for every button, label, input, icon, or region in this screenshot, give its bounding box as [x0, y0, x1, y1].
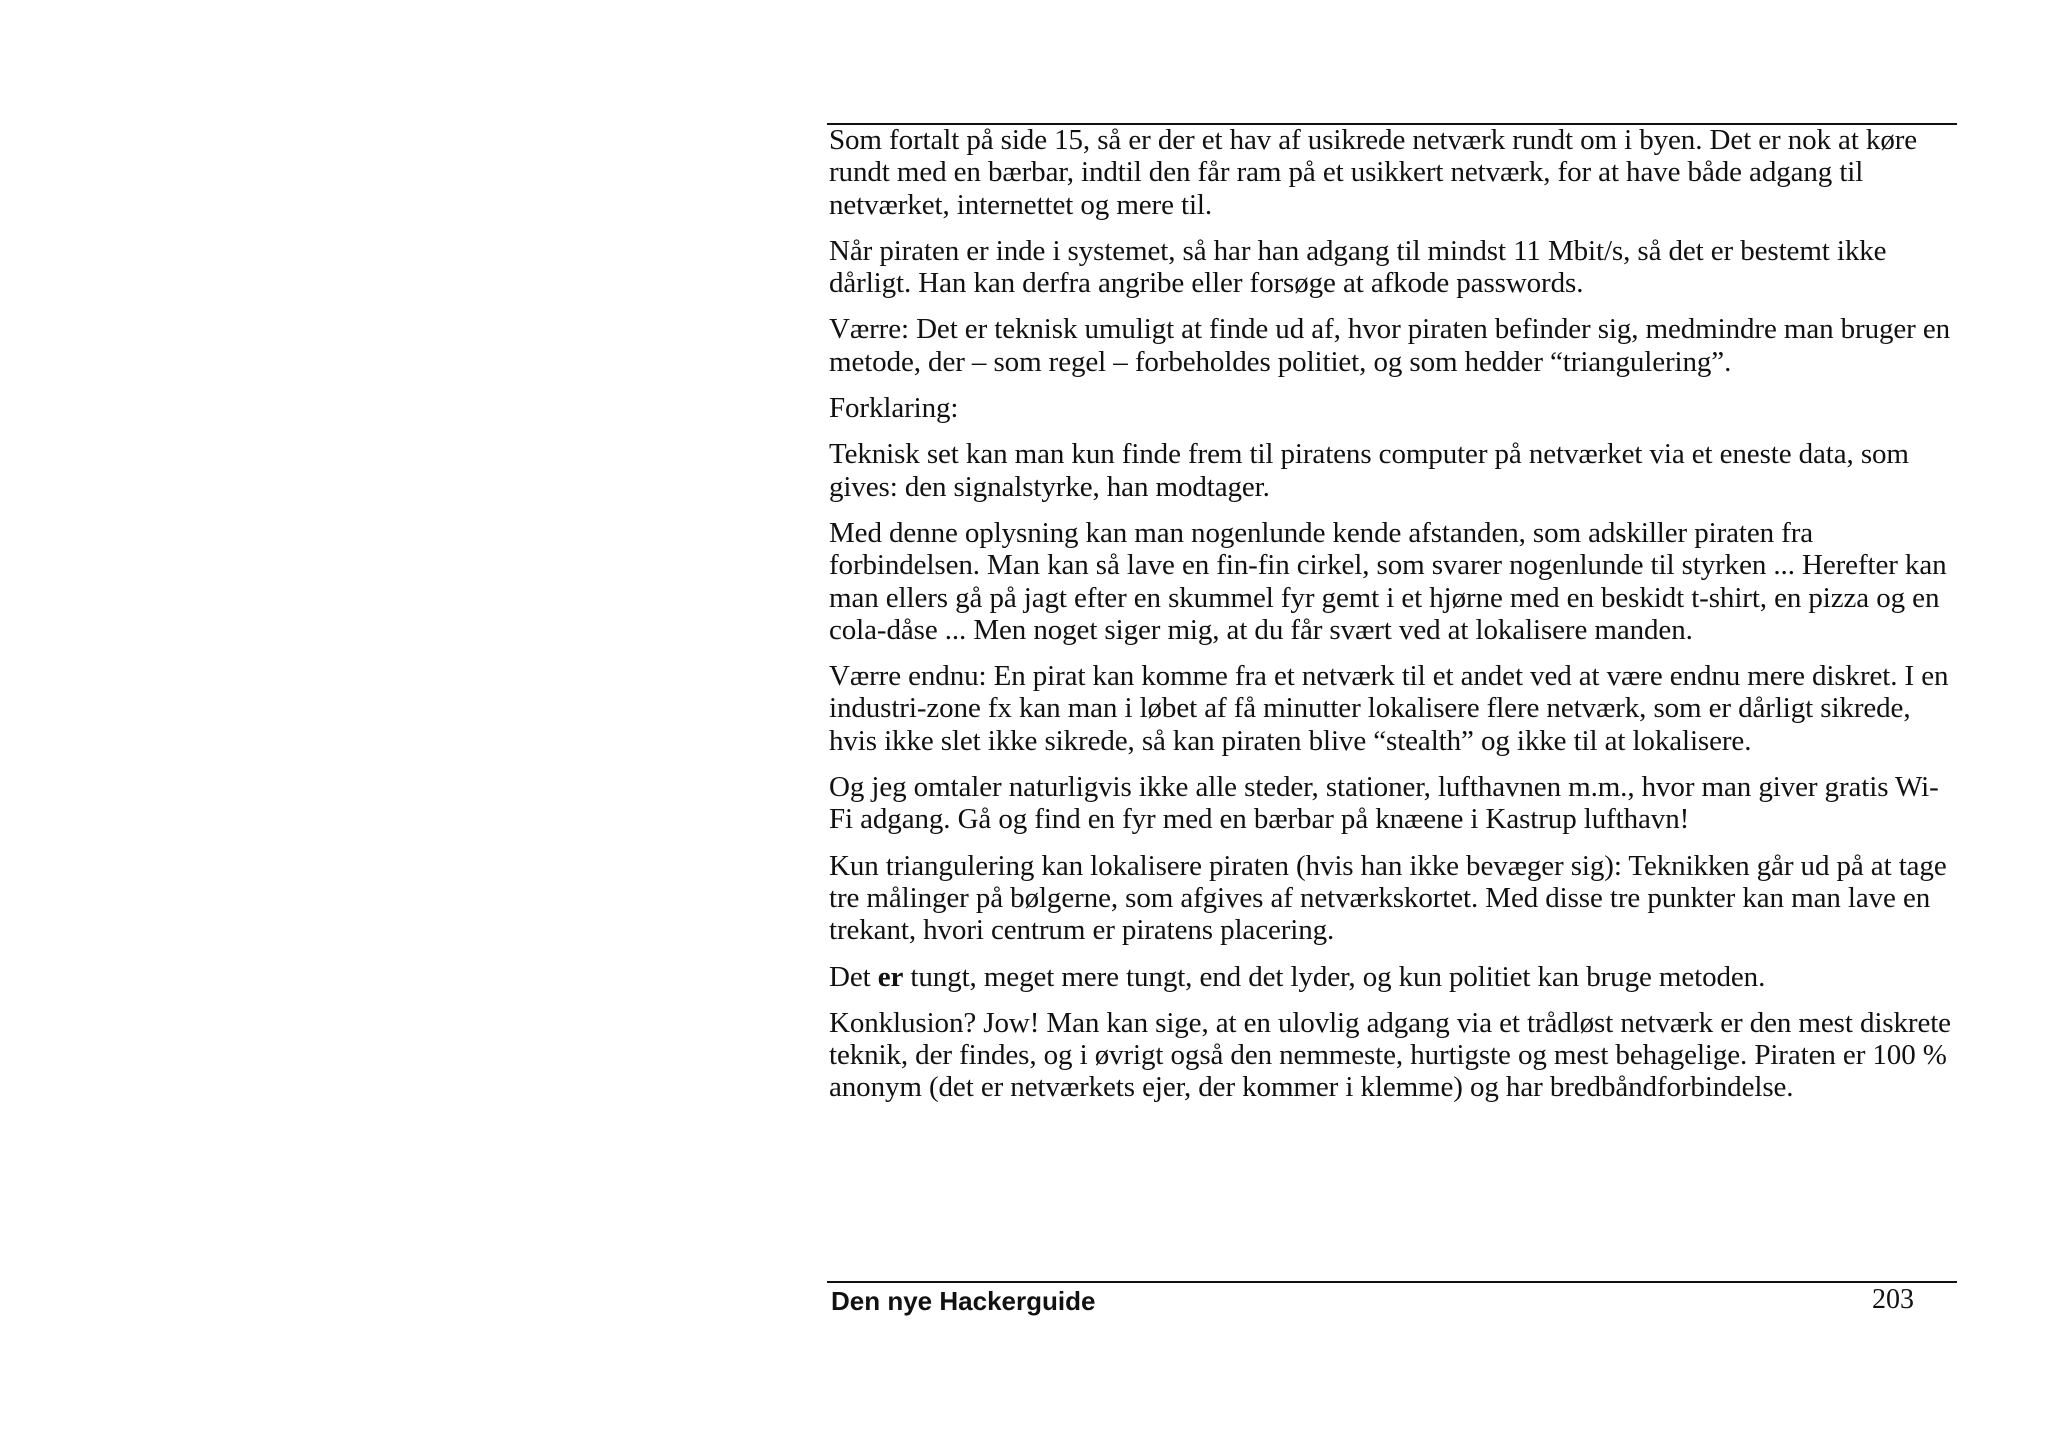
paragraph-explanation-heading: Forklaring: [829, 392, 959, 425]
footer-rule [827, 1281, 1957, 1283]
footer-book-title: Den nye Hackerguide [831, 1286, 1096, 1316]
paragraph-worse-still: Værre endnu: En pirat kan komme fra et netværk til et andet ved at være endnu mere diskret. I en industri-zone fx kan man i løbet af få minutter lokalisere flere netværk, som er dårligt sikrede, hvis ikke slet ikke sikrede, så kan piraten blive “stealth” og ikke til at lokalisere. [829, 660, 1949, 757]
paragraph-wifi-places: Og jeg omtaler naturligvis ikke alle steder, stationer, lufthavnen m.m., hvor man giver gratis Wi-Fi adgang. Gå og find en fyr med en bærbar på knæene i Kastrup lufthavn! [829, 771, 1939, 836]
paragraph-intro: Som fortalt på side 15, så er der et hav af usikrede netværk rundt om i byen. Det er nok at køre rundt med en bærbar, indtil den får ram på et usikkert netværk, for at have både adgang til netværket, internettet og mere til. [829, 124, 1918, 221]
paragraph-access: Når piraten er inde i systemet, så har han adgang til mindst 11 Mbit/s, så det er bestemt ikke dårligt. Han kan derfra angribe eller forsøge at afkode passwords. [829, 234, 1887, 300]
page-body [829, 124, 1955, 1118]
paragraph-worse: Værre: Det er teknisk umuligt at finde ud af, hvor piraten befinder sig, medmindre man bruger en metode, der – som regel – forbeholdes politiet, og som hedder “triangulering”. [829, 313, 1951, 378]
paragraph-signal: Teknisk set kan man kun finde frem til piratens computer på netværket via et eneste data, som gives: den signalstyrke, han modtager. [829, 438, 1909, 503]
emphasis-before: Det [829, 960, 878, 993]
paragraph-conclusion: Konklusion? Jow! Man kan sige, at en ulovlig adgang via et trådløst netværk er den mest diskrete teknik, der findes, og i øvrigt også den nemmeste, hurtigste og mest behagelige. Piraten er 100 % anonym (det er netværkets ejer, der kommer i klemme) og har bredbåndforbindelse. [829, 1006, 1951, 1104]
emphasis-after: tungt, meget mere tungt, end det lyder, og kun politiet kan bruge metoden. [903, 960, 1766, 993]
paragraph-emphasis [829, 961, 1955, 993]
footer-page-number: 203 [1872, 1284, 1914, 1315]
paragraph-triangulation: Kun triangulering kan lokalisere piraten (hvis han ikke bevæger sig): Teknikken går ud på at tage tre målinger på bølgerne, som afgives af netværkskortet. Med disse tre punkter kan man lave en trekant, hvori centrum er piratens placering. [829, 849, 1947, 947]
emphasis-bold-word: er [877, 960, 904, 993]
paragraph-distance: Med denne oplysning kan man nogenlunde kende afstanden, som adskiller piraten fra forbindelsen. Man kan så lave en fin-fin cirkel, som svarer nogenlunde til styrken ... Herefter kan man ellers gå på jagt efter en skummel fyr gemt i et hjørne med en beskidt t-shirt, en pizza og en cola-dåse ... Men noget siger mig, at du får svært ved at lokalisere manden. [829, 516, 1947, 646]
